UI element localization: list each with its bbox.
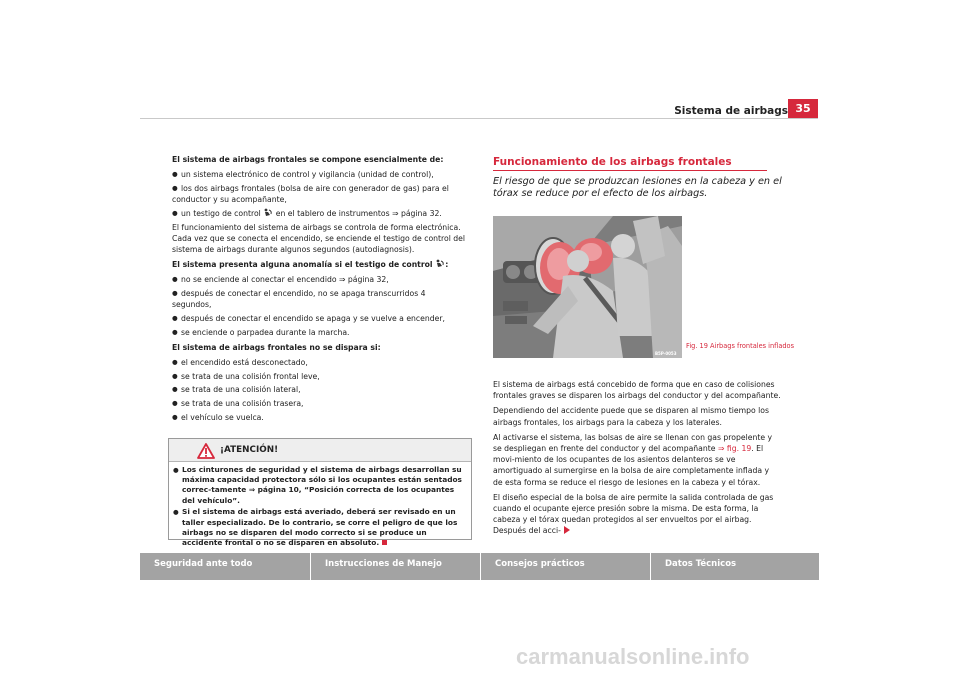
page-header-title: Sistema de airbags: [674, 105, 788, 117]
electronic-control-text: El funcionamiento del sistema de airbags se controla de forma electrónica. Cada vez que se conecta el encendido, se enciende el testigo de control del sistema de airbags durante algunos segundos (autodiagnosis).: [172, 222, 466, 254]
airbag-illustration: [493, 216, 682, 358]
tab-instrucciones[interactable]: Instrucciones de Manejo: [311, 553, 480, 580]
airbag-figure: [493, 216, 682, 358]
left-column: [172, 154, 472, 426]
section-lead: El riesgo de que se produzcan lesiones en la cabeza y en el tórax se reduce por el efecto de los airbags.: [493, 176, 782, 200]
list-item: ● no se enciende al conectar el encendido ⇒ página 32,: [172, 274, 472, 285]
list-item: ● el encendido está desconectado,: [172, 357, 472, 368]
figure-reference-link[interactable]: ⇒ fig. 19: [717, 444, 752, 454]
body-paragraph: El diseño especial de la bolsa de aire permite la salida controlada de gas cuando el ocupante ejerce presión sobre la misma. De esta forma, la cabeza y el tórax quedan protegidos al ser envueltos por el airbag. Después del acci-: [493, 492, 774, 536]
section-title: Funcionamiento de los airbags frontales: [493, 156, 732, 168]
header-divider: [140, 118, 818, 119]
list-item: ● un testigo de control en el tablero de instrumentos ⇒ página 32.: [172, 208, 472, 219]
body-paragraph: Al activarse el sistema, las bolsas de aire se llenan con gas propelente y se despliegan en frente del conductor y del acompañante ⇒ fig. 19. El movi-miento de los ocupantes de los asientos delanteros se ve amortiguado al sumergirse en la bolsa de aire completamente inflada y de esta forma se reduce el riesgo de lesiones en la cabeza y el tórax.: [493, 432, 773, 487]
body-paragraph: Dependiendo del accidente puede que se disparen al mismo tiempo los airbags frontales, los airbags para la cabeza y los laterales.: [493, 406, 770, 427]
warning-box: [168, 438, 472, 547]
figure-code: B5P-0053: [655, 351, 677, 356]
page-number: 35: [788, 99, 818, 119]
composition-heading: El sistema de airbags frontales se compone esencialmente de:: [172, 155, 444, 164]
airbag-warning-icon: [435, 259, 445, 268]
list-item: ● después de conectar el encendido, no se apaga transcurridos 4 segundos,: [172, 288, 472, 310]
warning-triangle-icon: [197, 443, 215, 459]
list-item: ● se trata de una colisión trasera,: [172, 398, 472, 409]
end-of-section-icon: [382, 540, 387, 545]
tab-seguridad[interactable]: Seguridad ante todo: [140, 553, 310, 580]
list-item: ● Si el sistema de airbags está averiado, deberá ser revisado en un taller especializado. De lo contrario, se corre el peligro de que los airbags no se disparen del modo correcto si se produce un accidente frontal o no se disparen en absoluto.: [173, 507, 467, 548]
section-divider: [493, 170, 767, 171]
list-item: ● se trata de una colisión lateral,: [172, 384, 472, 395]
anomaly-heading: El sistema presenta alguna anomalía si el testigo de control :: [172, 260, 449, 270]
watermark: carmanualsonline.info: [516, 644, 750, 669]
continue-arrow-icon: [564, 526, 570, 534]
no-deploy-heading: El sistema de airbags frontales no se dispara si:: [172, 342, 381, 352]
warning-body: [173, 465, 467, 550]
warning-title: ¡ATENCIÓN!: [220, 445, 279, 455]
tab-consejos[interactable]: Consejos prácticos: [481, 553, 650, 580]
list-item: ● un sistema electrónico de control y vigilancia (unidad de control),: [172, 169, 472, 180]
list-item: ● los dos airbags frontales (bolsa de aire con generador de gas) para el conductor y su acompañante,: [172, 183, 472, 205]
list-item: ● el vehículo se vuelca.: [172, 412, 472, 423]
tab-datos-tecnicos[interactable]: Datos Técnicos: [651, 553, 819, 580]
list-item: ● se enciende o parpadea durante la marcha.: [172, 327, 472, 338]
airbag-warning-icon: [263, 208, 273, 217]
list-item: ● Los cinturones de seguridad y el sistema de airbags desarrollan su máxima capacidad protectora sólo si los ocupantes están sentados correc-tamente ⇒ página 10, “Posición correcta de los ocupantes del vehículo”.: [173, 465, 467, 506]
list-item: ● después de conectar el encendido se apaga y se vuelve a encender,: [172, 313, 472, 324]
body-paragraph: El sistema de airbags está concebido de forma que en caso de colisiones frontales graves se disparen los airbags del conductor y del acompañante.: [493, 380, 781, 401]
right-column: [493, 379, 781, 541]
list-item: ● se trata de una colisión frontal leve,: [172, 371, 472, 382]
warning-header: [169, 439, 471, 462]
figure-caption: Fig. 19 Airbags frontales inflados: [686, 342, 795, 350]
